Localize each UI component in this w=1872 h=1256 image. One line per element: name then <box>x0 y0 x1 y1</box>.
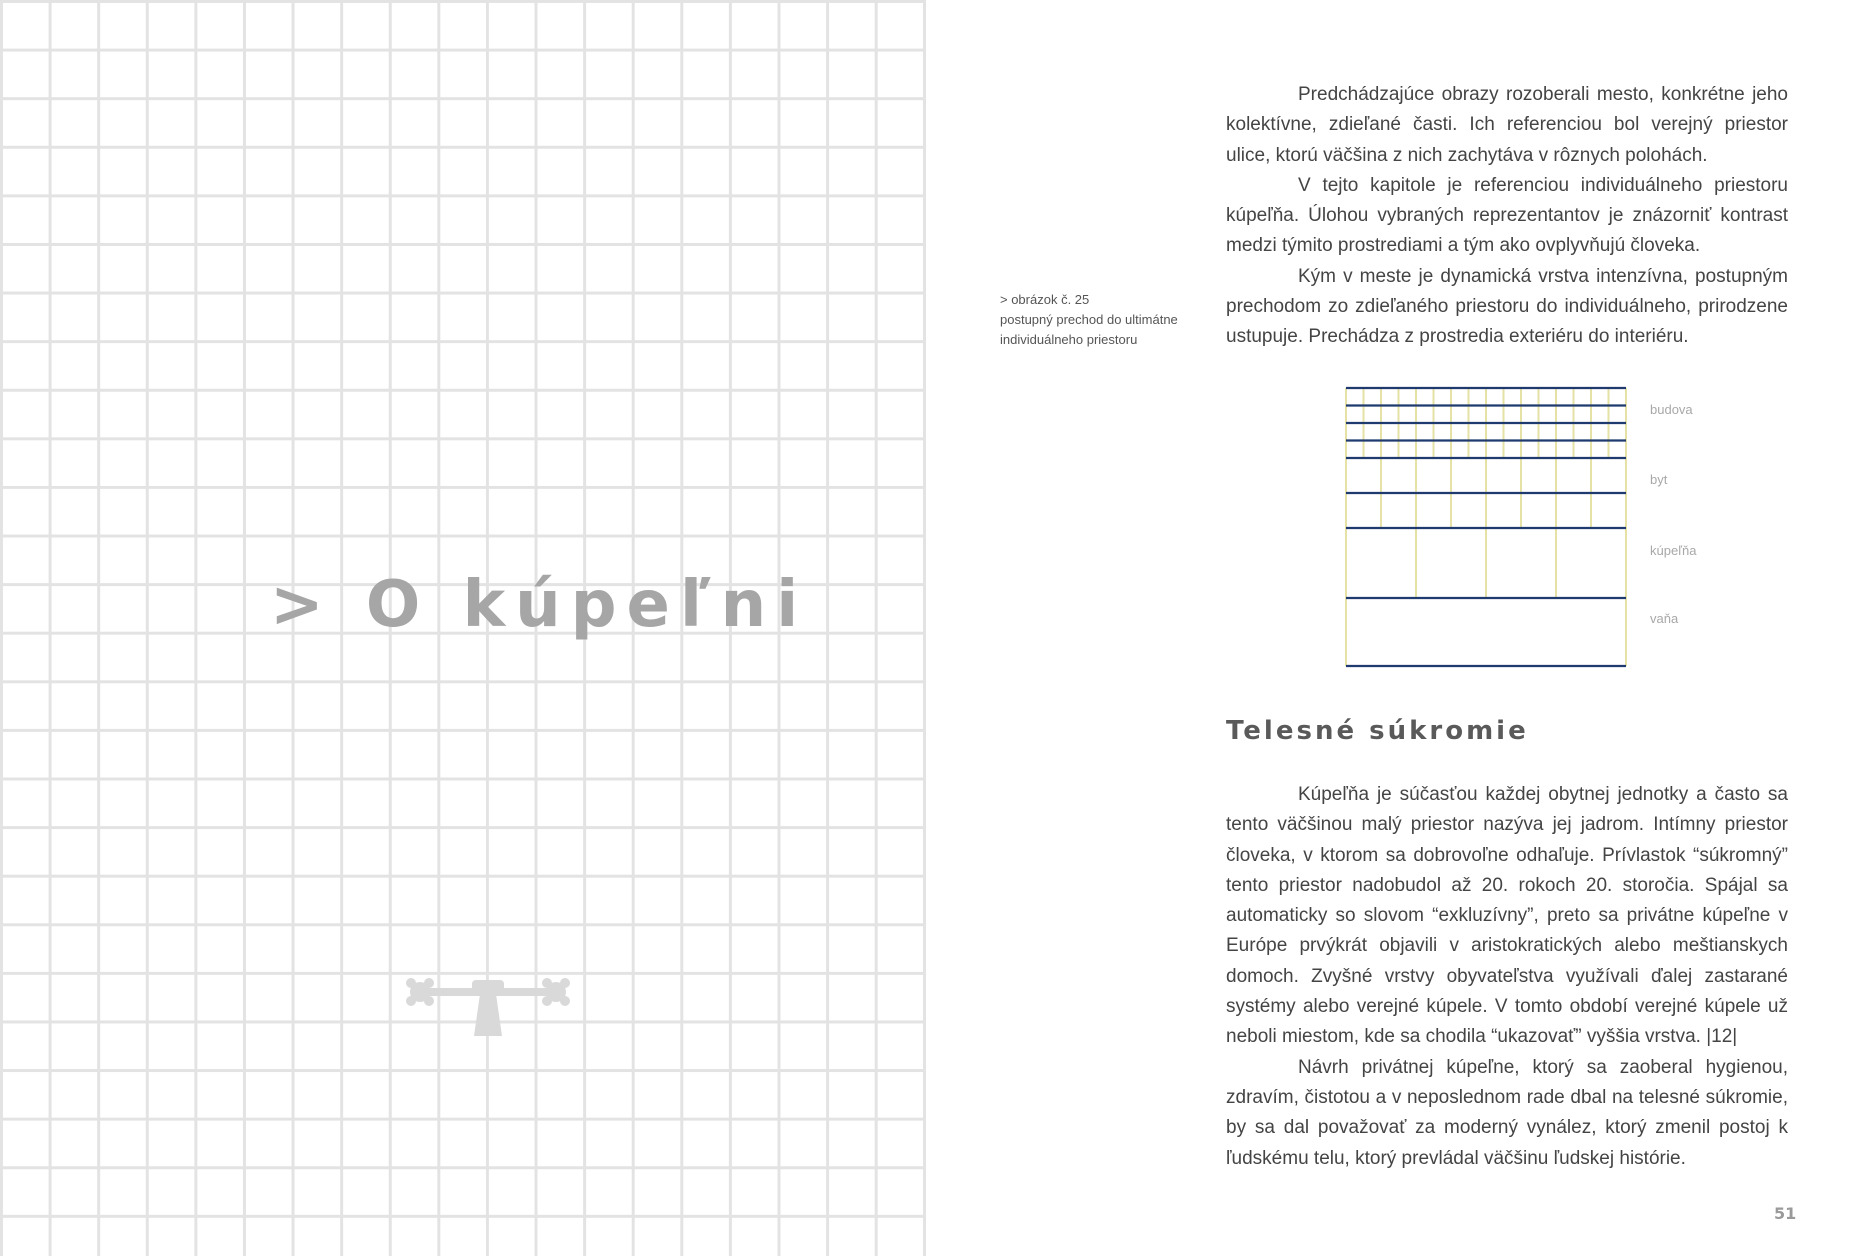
section-text <box>1226 780 1788 1174</box>
paragraph: Návrh privátnej kúpeľne, ktorý sa zaoberal hygienou, zdravím, čistotou a v neposlednom rade dbal na telesné súkromie, by sa dal považovať za moderný vynález, ktorý zmenil postoj k ľudskému telu, ktorý prevládal väčšinu ľudskej histórie. <box>1226 1056 1788 1169</box>
section-heading: Telesné súkromie <box>1226 716 1529 746</box>
nested-space-diagram <box>1340 384 1640 670</box>
paragraph: Predchádzajúce obrazy rozoberali mesto, konkrétne jeho kolektívne, zdieľané časti. Ich referenciou bol verejný priestor ulice, ktorú väčšina z nich zachytáva v rôznych polohách. <box>1226 84 1788 166</box>
figure-caption <box>1000 290 1200 350</box>
diagram-label-vana: vaňa <box>1650 611 1679 626</box>
caption-line: > obrázok č. 25 <box>1000 292 1090 307</box>
left-page-grid <box>0 0 926 1256</box>
intro-text <box>1226 80 1788 353</box>
diagram-label-byt: byt <box>1650 472 1668 487</box>
caption-line: individuálneho priestoru <box>1000 332 1138 347</box>
caption-line: postupný prechod do ultimátne <box>1000 312 1178 327</box>
paragraph: Kým v meste je dynamická vrstva intenzívna, postupným prechodom zo zdieľaného priestoru do individuálneho, prirodzene ustupuje. Prechádza z prostredia exteriéru do interiéru. <box>1226 265 1788 348</box>
diagram-label-kupelna: kúpeľňa <box>1650 543 1697 558</box>
chapter-title: > O kúpeľni <box>270 568 809 642</box>
diagram-label-budova: budova <box>1650 402 1693 417</box>
paragraph: Kúpeľňa je súčasťou každej obytnej jednotky a často sa tento väčšinou malý priestor nazýva jej jadrom. Intímny priestor človeka, v ktorom sa dobrovoľne odhaľuje. Prívlastok “súkromný” tento priestor nadobudol až 20. rokoch 20. storočia. Spájal sa automaticky so slovom “exkluzívny”, preto sa privátne kúpeľne v Európe prvýkrát objavili v aristokratických alebo meštianskych domoch. Zvyšné vrstvy obyvateľstva využívali ďalej zastarané systémy alebo verejné kúpele. V tomto období verejné kúpele už neboli miestom, kde sa chodila “ukazovať” vyššia vrstva. |12| <box>1226 784 1788 1048</box>
paragraph: V tejto kapitole je referenciou individuálneho priestoru kúpeľňa. Úlohou vybraných reprezentantov je znázorniť kontrast medzi týmito prostrediami a tým ako ovplyvňujú človeka. <box>1226 174 1788 257</box>
page-number: 51 <box>1774 1204 1797 1223</box>
bathtub-faucet-icon <box>402 970 574 1038</box>
